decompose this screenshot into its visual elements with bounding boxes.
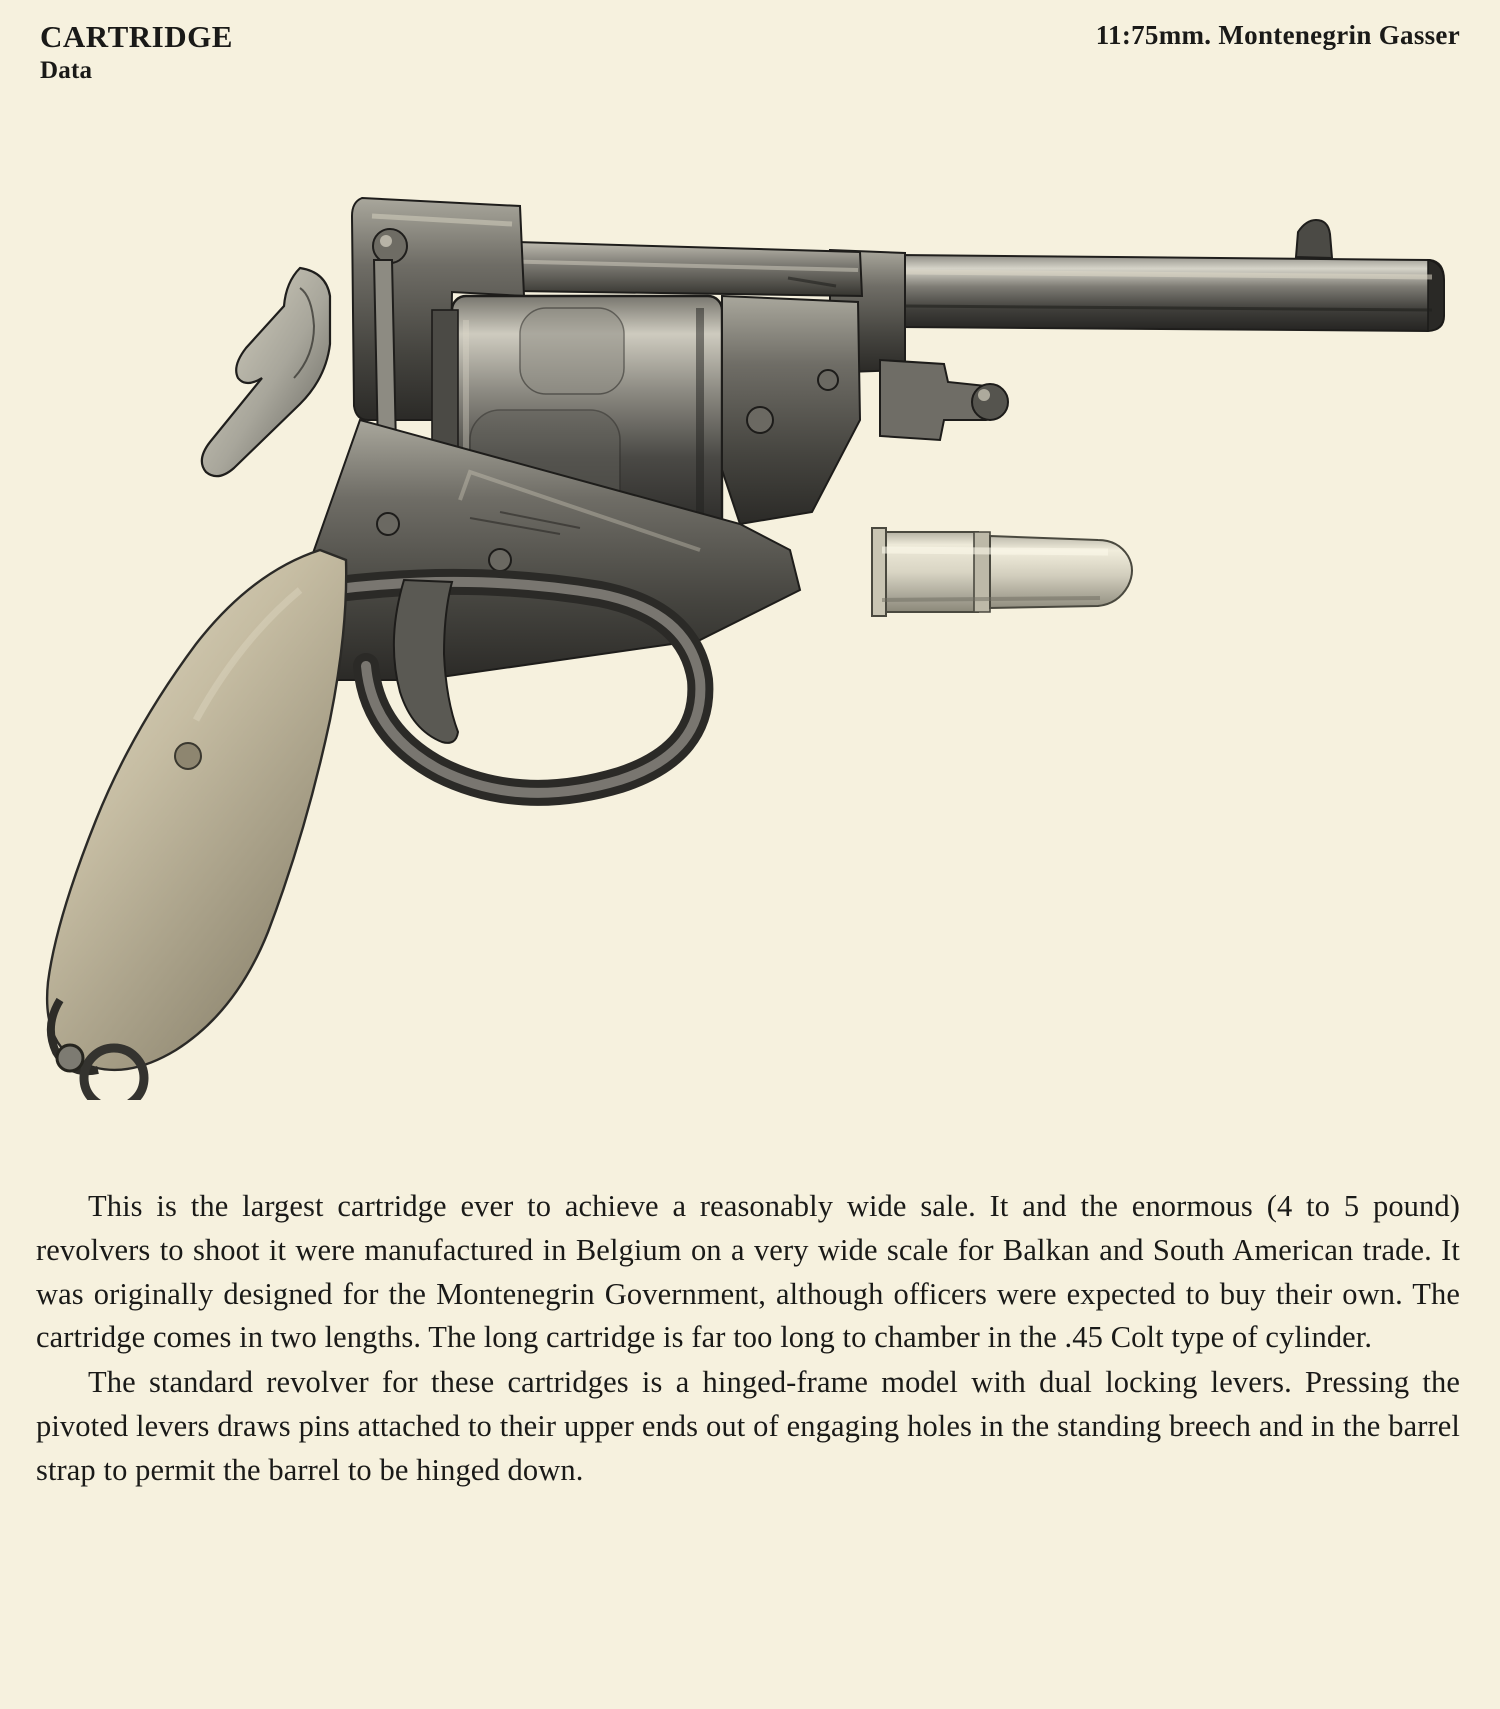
header-left: [40, 18, 233, 86]
cartridge-illustration: [872, 528, 1132, 616]
figure-revolver-and-cartridge: [0, 120, 1500, 1100]
cartridge-name-title: 11:75mm. Montenegrin Gasser: [1095, 20, 1460, 50]
article-body: [36, 1185, 1460, 1492]
section-subtitle: Data: [40, 56, 93, 84]
paragraph-1: This is the largest cartridge ever to achieve a reasonably wide sale. It and the enormous (4 to 5 pound) revolvers to shoot it were manufactured in Belgium on a very wide scale for Balkan and South American trade. It was originally designed for the Montenegrin Government, although officers were expected to buy their own. The cartridge comes in two lengths. The long cartridge is far too long to chamber in the .45 Colt type of cylinder.: [36, 1189, 1460, 1355]
section-title: CARTRIDGE: [40, 19, 233, 54]
paragraph-2: The standard revolver for these cartridges is a hinged-frame model with dual locking levers. Pressing the pivoted levers draws pins attached to their upper ends out of engaging holes in the standing breech and in the barrel strap to permit the barrel to be hinged down.: [36, 1365, 1460, 1487]
revolver-illustration: [47, 198, 1444, 1100]
page-header: [40, 18, 1460, 108]
